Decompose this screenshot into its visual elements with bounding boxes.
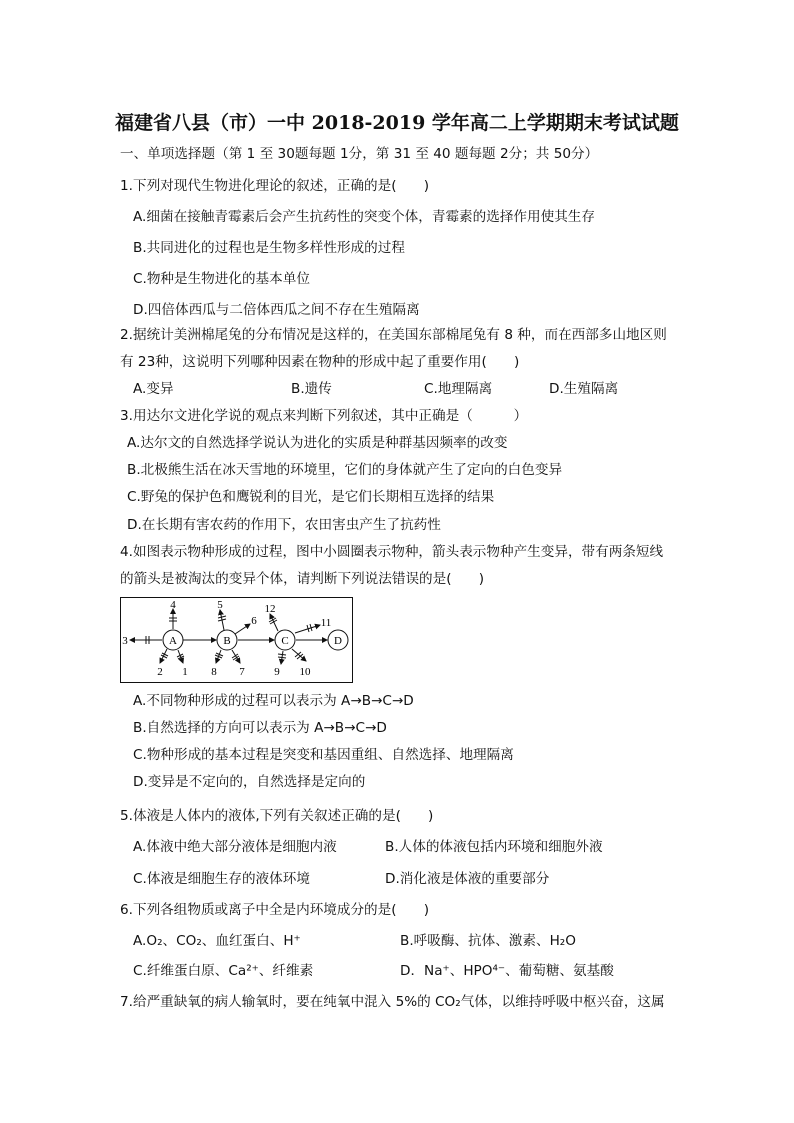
- question-1-option-d: D.四倍体西瓜与二倍体西瓜之间不存在生殖隔离: [133, 302, 420, 318]
- question-2-option-b: B.遗传: [291, 381, 332, 397]
- speciation-diagram: [120, 597, 353, 683]
- question-4-stem-line1: 4.如图表示物种形成的过程，图中小圆圈表示物种，箭头表示物种产生变异，带有两条短线: [120, 544, 664, 560]
- question-2-option-a: A.变异: [133, 381, 174, 397]
- question-4-option-b: B.自然选择的方向可以表示为 A→B→C→D: [133, 720, 387, 736]
- question-4-stem-line2: 的箭头是被淘汰的变异个体，请判断下列说法错误的是( ): [120, 571, 485, 587]
- num-label-7: 7: [239, 666, 245, 678]
- node-label-b: B: [223, 635, 231, 647]
- arrow-6: [235, 624, 250, 634]
- question-4-option-a: A.不同物种形成的过程可以表示为 A→B→C→D: [133, 693, 414, 709]
- question-3-option-d: D.在长期有害农药的作用下，农田害虫产生了抗药性: [127, 517, 441, 533]
- num-label-2: 2: [157, 666, 163, 678]
- question-2-option-d: D.生殖隔离: [549, 381, 619, 397]
- page-title: 福建省八县（市）一中 2018-2019 学年高二上学期期末考试试题: [115, 112, 679, 134]
- num-label-10: 10: [299, 666, 311, 678]
- question-1-option-a: A.细菌在接触青霉素后会产生抗药性的突变个体，青霉素的选择作用使其生存: [133, 209, 595, 225]
- question-2-stem-line1: 2.据统计美洲棉尾兔的分布情况是这样的，在美国东部棉尾兔有 8 种，而在西部多山地区则: [120, 327, 667, 343]
- num-label-6: 6: [251, 615, 257, 627]
- num-label-3: 3: [122, 635, 128, 647]
- question-4-option-c: C.物种形成的基本过程是突变和基因重组、自然选择、地理隔离: [133, 747, 514, 763]
- arrow-12: [270, 614, 278, 631]
- section-heading: 一、单项选择题（第 1 至 30题每题 1分，第 31 至 40 题每题 2分；共 50分）: [120, 146, 599, 162]
- question-6-option-d: D．Na⁺、HPO⁴⁻、葡萄糖、氨基酸: [400, 963, 614, 979]
- question-6-option-a: A.O₂、CO₂、血红蛋白、H⁺: [133, 933, 301, 949]
- question-3-stem: 3.用达尔文进化学说的观点来判断下列叙述，其中正确是（ ）: [120, 408, 528, 424]
- question-2-option-c: C.地理隔离: [424, 381, 493, 397]
- question-3-option-b: B.北极熊生活在冰天雪地的环境里，它们的身体就产生了定向的白色变异: [127, 462, 563, 478]
- num-label-5: 5: [217, 599, 223, 611]
- num-label-11: 11: [320, 617, 332, 629]
- question-6-option-c: C.纤维蛋白原、Ca²⁺、纤维素: [133, 963, 314, 979]
- question-4-option-d: D.变异是不定向的，自然选择是定向的: [133, 774, 366, 790]
- question-2-stem-line2: 有 23种，这说明下列哪种因素在物种的形成中起了重要作用( ): [120, 354, 520, 370]
- question-3-option-c: C.野兔的保护色和鹰锐利的目光，是它们长期相互选择的结果: [127, 489, 495, 505]
- node-label-a: A: [169, 635, 177, 647]
- question-5-option-c: C.体液是细胞生存的液体环境: [133, 871, 310, 887]
- question-5-stem: 5.体液是人体内的液体,下列有关叙述正确的是( ): [120, 808, 434, 824]
- question-3-option-a: A.达尔文的自然选择学说认为进化的实质是种群基因频率的改变: [127, 435, 508, 451]
- num-label-1: 1: [182, 666, 188, 678]
- node-label-c: C: [281, 635, 289, 647]
- num-label-12: 12: [264, 603, 276, 615]
- question-1-option-c: C.物种是生物进化的基本单位: [133, 271, 310, 287]
- question-5-option-a: A.体液中绝大部分液体是细胞内液: [133, 839, 337, 855]
- question-5-option-d: D.消化液是体液的重要部分: [385, 871, 550, 887]
- question-6-stem: 6.下列各组物质或离子中全是内环境成分的是( ): [120, 902, 430, 918]
- question-1-option-b: B.共同进化的过程也是生物多样性形成的过程: [133, 240, 405, 256]
- num-label-9: 9: [274, 666, 280, 678]
- question-5-option-b: B.人体的体液包括内环境和细胞外液: [385, 839, 603, 855]
- arrow-10: [292, 649, 306, 661]
- num-label-4: 4: [170, 599, 176, 611]
- num-label-8: 8: [211, 666, 217, 678]
- question-1-stem: 1.下列对现代生物进化理论的叙述，正确的是( ): [120, 178, 430, 194]
- node-label-d: D: [334, 635, 342, 647]
- question-7-stem: 7.给严重缺氧的病人输氧时，要在纯氧中混入 5%的 CO₂气体，以维持呼吸中枢兴奋，这属: [120, 994, 665, 1010]
- question-6-option-b: B.呼吸酶、抗体、激素、H₂O: [400, 933, 576, 949]
